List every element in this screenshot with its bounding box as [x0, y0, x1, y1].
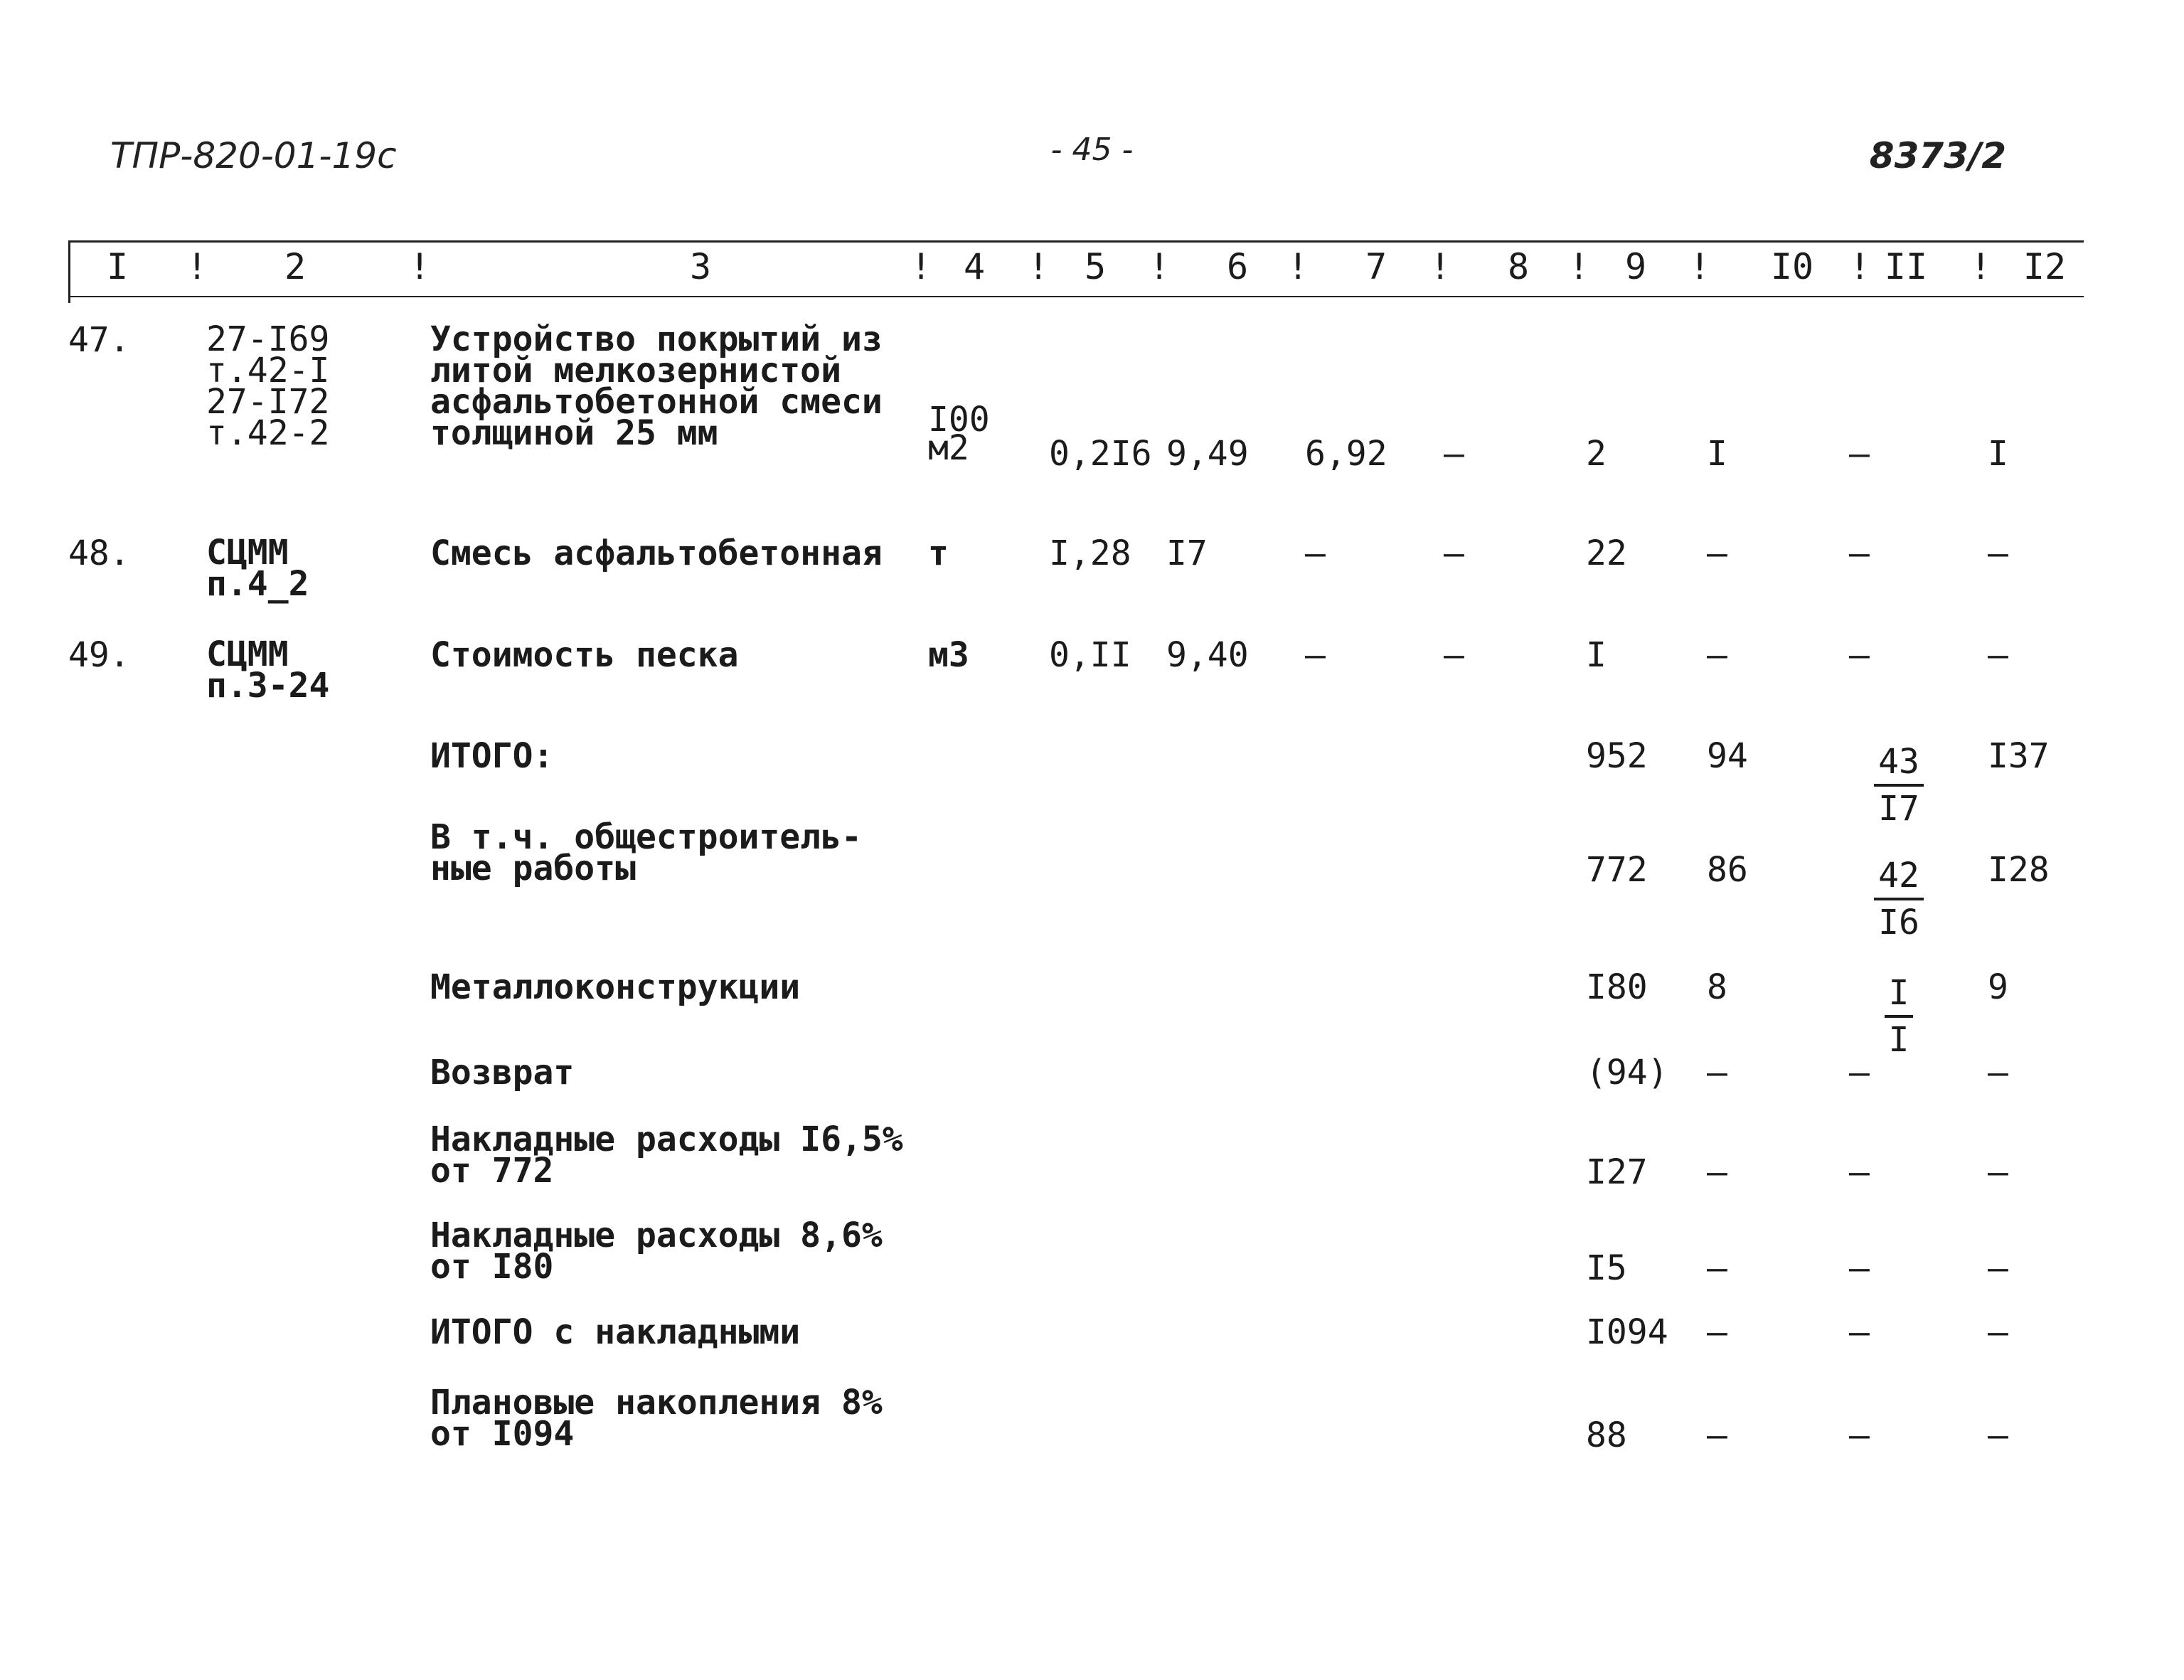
row-col8: –	[1444, 635, 1464, 675]
total-col9: I27	[1586, 1152, 1648, 1192]
row-col8: –	[1444, 533, 1464, 573]
sheet-code: 8373/2	[1869, 135, 2006, 176]
row-col11: –	[1849, 434, 1870, 474]
row-number: 47.	[68, 320, 130, 360]
column-header-6: 6	[1226, 246, 1249, 287]
total-label: Накладные расходы 8,6% от I80	[430, 1216, 883, 1287]
total-label: Возврат	[430, 1053, 575, 1092]
row-col8: –	[1444, 434, 1464, 474]
column-separator: !	[409, 246, 431, 287]
column-header-4: 4	[963, 246, 986, 287]
row-col12: –	[1988, 533, 2008, 573]
row-price: 9,49	[1166, 434, 1249, 474]
total-col12: I28	[1988, 850, 2050, 890]
total-label: Накладные расходы I6,5% от 772	[430, 1120, 903, 1191]
row-unit: м3	[928, 635, 969, 675]
row-code: 27-I69 т.42-I 27-I72 т.42-2	[206, 319, 330, 453]
total-col11-fraction: $\frac{43}{I7}$	[1863, 740, 1934, 831]
total-col10: –	[1707, 1053, 1727, 1092]
total-col9: I5	[1586, 1248, 1627, 1288]
column-separator: !	[1849, 246, 1871, 287]
row-price: 9,40	[1166, 635, 1249, 675]
total-col11-fraction: $\frac{42}{I6}$	[1863, 854, 1934, 945]
column-header-5: 5	[1084, 246, 1107, 287]
row-unit: т	[928, 533, 949, 573]
total-col11: –	[1849, 1415, 1870, 1455]
row-col12: –	[1988, 635, 2008, 675]
column-header-7: 7	[1365, 246, 1387, 287]
total-col9: I80	[1586, 967, 1648, 1007]
page-number: - 45 -	[1050, 132, 1134, 168]
row-col7: 6,92	[1305, 434, 1387, 474]
total-col12: 9	[1988, 967, 2008, 1007]
table-left-rule	[68, 240, 70, 303]
column-header-3: 3	[689, 246, 712, 287]
row-price: I7	[1166, 533, 1208, 573]
total-col10: –	[1707, 1312, 1727, 1352]
column-header-9: 9	[1624, 246, 1647, 287]
row-name: Смесь асфальтобетонная	[430, 533, 883, 573]
total-col11: –	[1849, 1053, 1870, 1092]
column-header-1: I	[106, 246, 129, 287]
table-header-bottom-rule	[68, 296, 2084, 297]
column-header-12: I2	[2023, 246, 2067, 287]
column-separator: !	[186, 246, 208, 287]
total-col9: 952	[1586, 736, 1648, 776]
total-col12: –	[1988, 1053, 2008, 1092]
row-name: Устройство покрытий из литой мелкозернистой асфальтобетонной смеси толщиной 25 мм	[430, 319, 883, 453]
total-col12: I37	[1988, 736, 2050, 776]
row-quantity: 0,2I6	[1049, 434, 1152, 474]
column-header-2: 2	[284, 246, 307, 287]
total-col10: –	[1707, 1415, 1727, 1455]
column-header-11: II	[1884, 246, 1928, 287]
column-separator: !	[1429, 246, 1451, 287]
column-separator: !	[1028, 246, 1050, 287]
row-col7: –	[1305, 635, 1326, 675]
row-col11: –	[1849, 635, 1870, 675]
row-col10: –	[1707, 635, 1727, 675]
column-separator: !	[1689, 246, 1711, 287]
total-col9: 772	[1586, 850, 1648, 890]
row-col11: –	[1849, 533, 1870, 573]
row-code: СЦММ п.3-24	[206, 634, 330, 706]
row-quantity: I,28	[1049, 533, 1131, 573]
total-label: ИТОГО с накладными	[430, 1312, 801, 1352]
row-col9: 22	[1586, 533, 1627, 573]
table-top-rule	[68, 240, 2084, 243]
total-col9: 88	[1586, 1415, 1627, 1455]
column-separator: !	[1287, 246, 1309, 287]
row-unit: I00 м2	[928, 400, 990, 468]
total-col10: –	[1707, 1152, 1727, 1192]
row-quantity: 0,II	[1049, 635, 1131, 675]
total-col11: –	[1849, 1248, 1870, 1288]
total-col11: –	[1849, 1312, 1870, 1352]
total-col10: 94	[1707, 736, 1748, 776]
column-header-10: I0	[1770, 246, 1814, 287]
total-col10: 86	[1707, 850, 1748, 890]
total-col9: I094	[1586, 1312, 1668, 1352]
column-separator: !	[910, 246, 932, 287]
total-col12: –	[1988, 1248, 2008, 1288]
total-label: ИТОГО:	[430, 736, 554, 776]
column-separator: !	[1149, 246, 1171, 287]
total-label: Металлоконструкции	[430, 967, 801, 1007]
total-col10: –	[1707, 1248, 1727, 1288]
row-col12: I	[1988, 434, 2008, 474]
total-col11: –	[1849, 1152, 1870, 1192]
total-col11-fraction: $\frac{I}{I}$	[1863, 971, 1934, 1062]
total-col12: –	[1988, 1312, 2008, 1352]
total-label: В т.ч. общестроитель- ные работы	[430, 817, 862, 888]
row-number: 49.	[68, 635, 130, 675]
row-col10: –	[1707, 533, 1727, 573]
row-col9: I	[1586, 635, 1607, 675]
total-col12: –	[1988, 1152, 2008, 1192]
row-col10: I	[1707, 434, 1727, 474]
column-header-8: 8	[1507, 246, 1530, 287]
column-separator: !	[1568, 246, 1590, 287]
column-separator: !	[1970, 246, 1992, 287]
row-col9: 2	[1586, 434, 1607, 474]
row-name: Стоимость песка	[430, 635, 739, 675]
total-col10: 8	[1707, 967, 1727, 1007]
total-label: Плановые накопления 8% от I094	[430, 1383, 883, 1454]
total-col12: –	[1988, 1415, 2008, 1455]
row-code: СЦММ п.4_2	[206, 533, 309, 604]
document-code: ТПР-820-01-19с	[110, 135, 397, 176]
row-number: 48.	[68, 533, 130, 573]
row-col7: –	[1305, 533, 1326, 573]
total-col9: (94)	[1586, 1053, 1668, 1092]
